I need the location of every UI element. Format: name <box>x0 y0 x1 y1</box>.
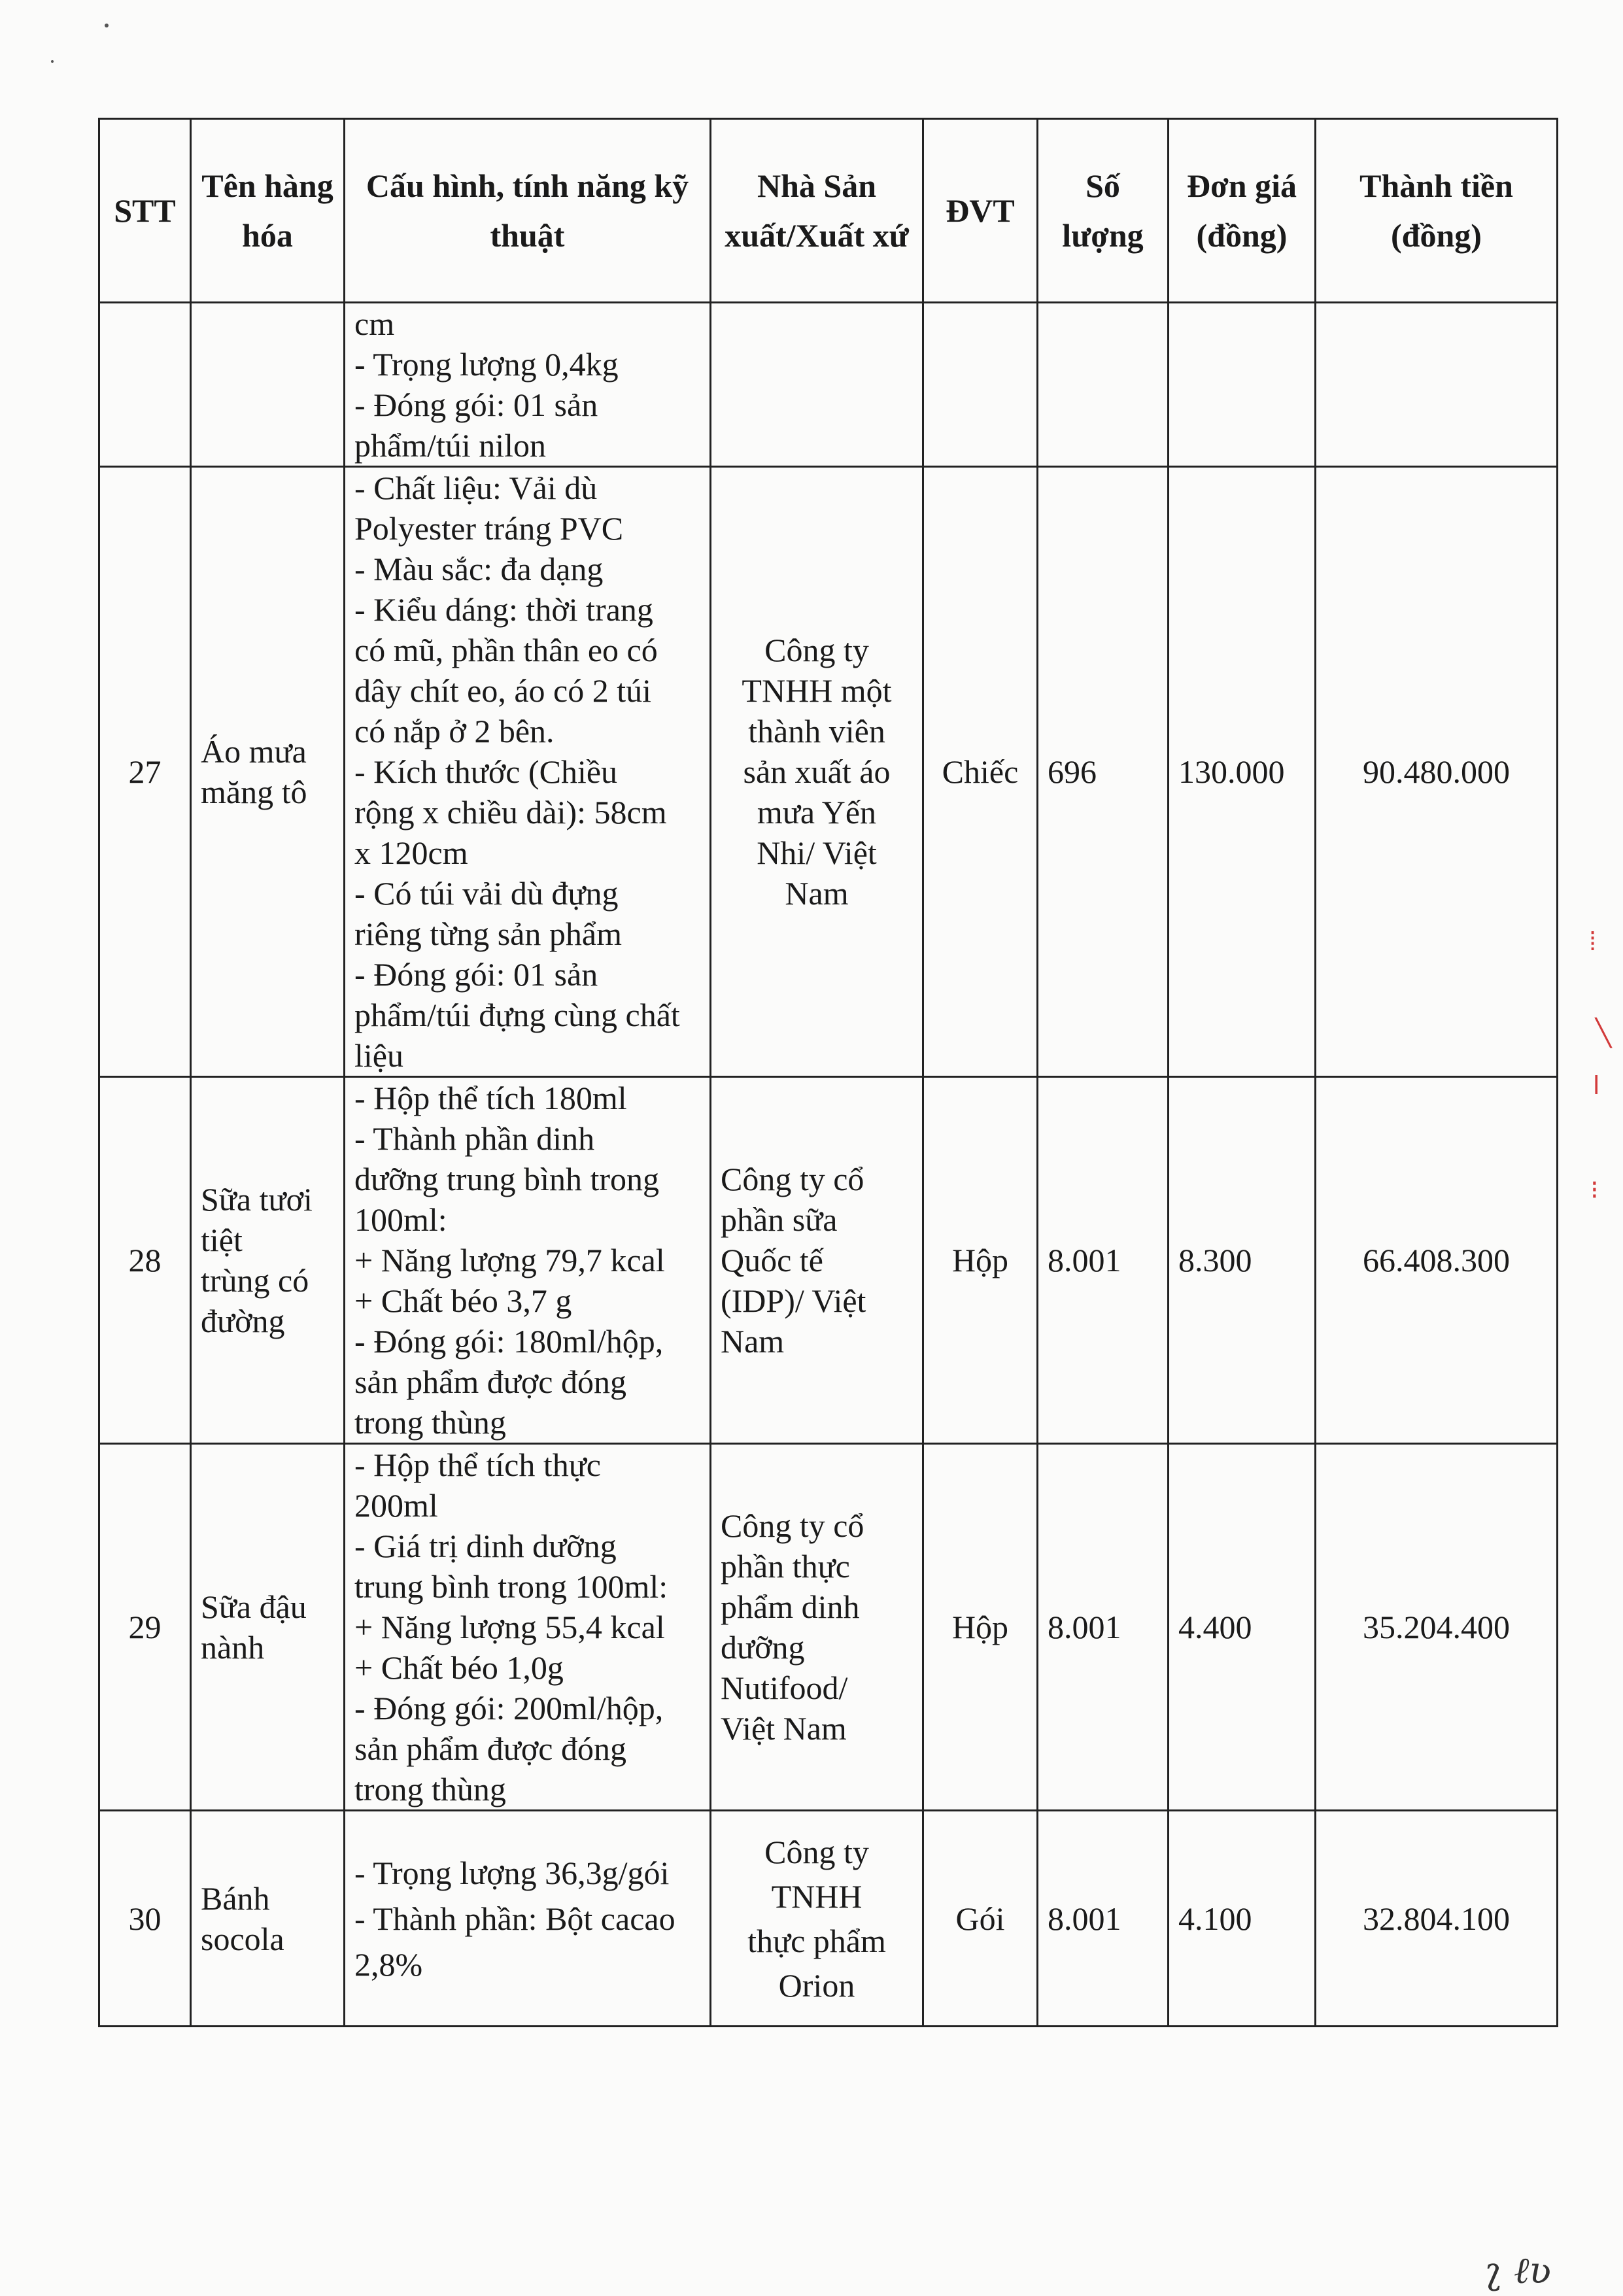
cell-qty: 8.001 <box>1038 1811 1169 2027</box>
name-line: tiệt <box>201 1222 243 1258</box>
spec-line: - Kích thước (Chiều <box>354 753 618 790</box>
cell-total: 35.204.400 <box>1316 1444 1558 1811</box>
spec-line: 2,8% <box>354 1945 423 1983</box>
cell-maker <box>711 1077 923 1444</box>
header-unit: ĐVT <box>923 119 1038 303</box>
maker-line: Nutifood/ <box>721 1670 848 1706</box>
spec-line: trung bình trong 100ml: <box>354 1568 668 1605</box>
spec-line: - Màu sắc: đa dạng <box>354 551 604 587</box>
table-row <box>99 467 1558 1077</box>
spec-line: có mũ, phần thân eo có <box>354 632 658 668</box>
cell-name <box>191 467 345 1077</box>
spec-line: có nắp ở 2 bên. <box>354 713 555 749</box>
spec-line: riêng từng sản phẩm <box>354 916 622 952</box>
cell-empty <box>191 303 345 467</box>
goods-table <box>98 118 1558 2027</box>
cell-qty: 8.001 <box>1038 1444 1169 1811</box>
cell-spec <box>345 467 711 1077</box>
spec-line: - Giá trị dinh dưỡng <box>354 1528 617 1564</box>
cell-price: 130.000 <box>1169 467 1316 1077</box>
spec-line: - Thành phần dinh <box>354 1120 595 1157</box>
spec-line: - Hộp thể tích 180ml <box>354 1080 627 1116</box>
cell-unit: Hộp <box>923 1077 1038 1444</box>
maker-line: Công ty cổ <box>721 1507 864 1544</box>
maker-line: mưa Yến <box>757 794 877 831</box>
spec-line: phẩm/túi nilon <box>354 427 547 464</box>
header-row <box>99 119 1558 303</box>
header-total: Thành tiền (đồng) <box>1316 119 1558 303</box>
cell-empty <box>1038 303 1169 467</box>
spec-line: + Chất béo 3,7 g <box>354 1282 572 1319</box>
spec-line: + Năng lượng 79,7 kcal <box>354 1242 665 1278</box>
spec-line: trong thùng <box>354 1771 506 1808</box>
cell-name <box>191 1811 345 2027</box>
maker-line: (IDP)/ Việt <box>721 1282 866 1319</box>
maker-line: thành viên <box>748 713 885 749</box>
seal-fragment: ⁞ <box>1589 927 1597 956</box>
spec-line: trong thùng <box>354 1404 506 1441</box>
cell-unit: Hộp <box>923 1444 1038 1811</box>
spec-line: phẩm/túi đựng cùng chất <box>354 997 680 1033</box>
spec-line: sản phẩm được đóng <box>354 1363 626 1400</box>
spec-line: + Chất béo 1,0g <box>354 1649 564 1686</box>
maker-line: TNHH một <box>742 672 892 709</box>
header-qty: Số lượng <box>1038 119 1169 303</box>
spec-line: - Kiểu dáng: thời trang <box>354 591 653 628</box>
spec-line: dưỡng trung bình trong <box>354 1161 660 1197</box>
name-line: Bánh <box>201 1879 270 1917</box>
name-line: măng tô <box>201 774 307 810</box>
table-row <box>99 1077 1558 1444</box>
name-line: đường <box>201 1303 285 1339</box>
spec-line: dây chít eo, áo có 2 túi <box>354 672 652 709</box>
cell-total: 90.480.000 <box>1316 467 1558 1077</box>
name-line: Áo mưa <box>201 733 307 770</box>
spec-line: - Đóng gói: 01 sản <box>354 386 598 423</box>
maker-line: phẩm dinh <box>721 1588 860 1625</box>
cell-stt: 27 <box>99 467 191 1077</box>
table-row <box>99 1811 1558 2027</box>
cell-empty <box>1316 303 1558 467</box>
maker-line: dưỡng <box>721 1629 805 1666</box>
header-maker: Nhà Sản xuất/Xuất xứ <box>711 119 923 303</box>
cell-empty <box>1169 303 1316 467</box>
maker-line: thực phẩm <box>747 1922 886 1959</box>
maker-line: Nam <box>785 875 849 912</box>
cell-empty <box>99 303 191 467</box>
spec-line: 100ml: <box>354 1201 447 1238</box>
maker-line: Công ty <box>764 1833 869 1870</box>
name-line: nành <box>201 1629 265 1666</box>
spec-line: 200ml <box>354 1487 438 1524</box>
spec-line: liệu <box>354 1037 403 1074</box>
spec-line: - Đóng gói: 180ml/hộp, <box>354 1323 664 1360</box>
name-line: socola <box>201 1920 284 1957</box>
cell-stt: 30 <box>99 1811 191 2027</box>
name-line: trùng có <box>201 1262 309 1299</box>
seal-fragment: ⁝ <box>1590 1176 1599 1205</box>
cell-spec <box>345 1811 711 2027</box>
header-price: Đơn giá (đồng) <box>1169 119 1316 303</box>
spec-line: Polyester tráng PVC <box>354 510 624 547</box>
maker-line: TNHH <box>771 1877 863 1915</box>
cell-maker <box>711 467 923 1077</box>
spec-line: - Đóng gói: 01 sản <box>354 956 598 993</box>
header-name: Tên hàng hóa <box>191 119 345 303</box>
spec-line: - Hộp thể tích thực <box>354 1447 602 1483</box>
cell-price: 8.300 <box>1169 1077 1316 1444</box>
maker-line: Nam <box>721 1323 785 1360</box>
cell-total: 32.804.100 <box>1316 1811 1558 2027</box>
cell-stt: 29 <box>99 1444 191 1811</box>
spec-line: - Thành phần: Bột cacao <box>354 1900 675 1937</box>
header-stt: STT <box>99 119 191 303</box>
spec-line: rộng x chiều dài): 58cm <box>354 794 667 831</box>
maker-line: Việt Nam <box>721 1710 847 1747</box>
cell-qty: 696 <box>1038 467 1169 1077</box>
cell-stt: 28 <box>99 1077 191 1444</box>
scan-speck <box>51 60 54 63</box>
maker-line: phần thực <box>721 1548 850 1585</box>
name-line: Sữa đậu <box>201 1588 307 1625</box>
spec-line: cm <box>354 305 395 342</box>
maker-line: Nhi/ Việt <box>757 834 877 871</box>
spec-line: + Năng lượng 55,4 kcal <box>354 1609 665 1645</box>
handwritten-initials: ʅ ℓʋ <box>1484 2250 1552 2292</box>
cell-price: 4.400 <box>1169 1444 1316 1811</box>
cell-unit: Gói <box>923 1811 1038 2027</box>
scan-speck <box>105 24 109 27</box>
cell-empty <box>711 303 923 467</box>
cell-maker <box>711 1444 923 1811</box>
spec-line: - Trọng lượng 36,3g/gói <box>354 1854 670 1891</box>
cell-empty <box>923 303 1038 467</box>
cell-spec <box>345 1077 711 1444</box>
cell-spec <box>345 303 711 467</box>
seal-fragment: ǀ <box>1593 1071 1600 1100</box>
seal-fragment: ╲ <box>1596 1019 1612 1048</box>
cell-name <box>191 1444 345 1811</box>
cell-unit: Chiếc <box>923 467 1038 1077</box>
table-row <box>99 1444 1558 1811</box>
maker-line: phần sữa <box>721 1201 838 1238</box>
cell-total: 66.408.300 <box>1316 1077 1558 1444</box>
cell-qty: 8.001 <box>1038 1077 1169 1444</box>
maker-line: Công ty <box>764 632 869 668</box>
cell-maker <box>711 1811 923 2027</box>
cell-price: 4.100 <box>1169 1811 1316 2027</box>
header-spec: Cấu hình, tính năng kỹ thuật <box>345 119 711 303</box>
spec-line: sản phẩm được đóng <box>354 1730 626 1767</box>
continuation-row <box>99 303 1558 467</box>
cell-name <box>191 1077 345 1444</box>
name-line: Sữa tươi <box>201 1181 313 1218</box>
spec-line: - Trọng lượng 0,4kg <box>354 346 619 383</box>
spec-line: - Đóng gói: 200ml/hộp, <box>354 1690 664 1726</box>
spec-line: x 120cm <box>354 834 468 871</box>
maker-line: Orion <box>778 1966 855 2004</box>
cell-spec <box>345 1444 711 1811</box>
spec-line: - Chất liệu: Vải dù <box>354 470 598 506</box>
maker-line: Công ty cổ <box>721 1161 864 1197</box>
maker-line: sản xuất áo <box>743 753 891 790</box>
maker-line: Quốc tế <box>721 1242 823 1278</box>
spec-line: - Có túi vải dù đựng <box>354 875 619 912</box>
